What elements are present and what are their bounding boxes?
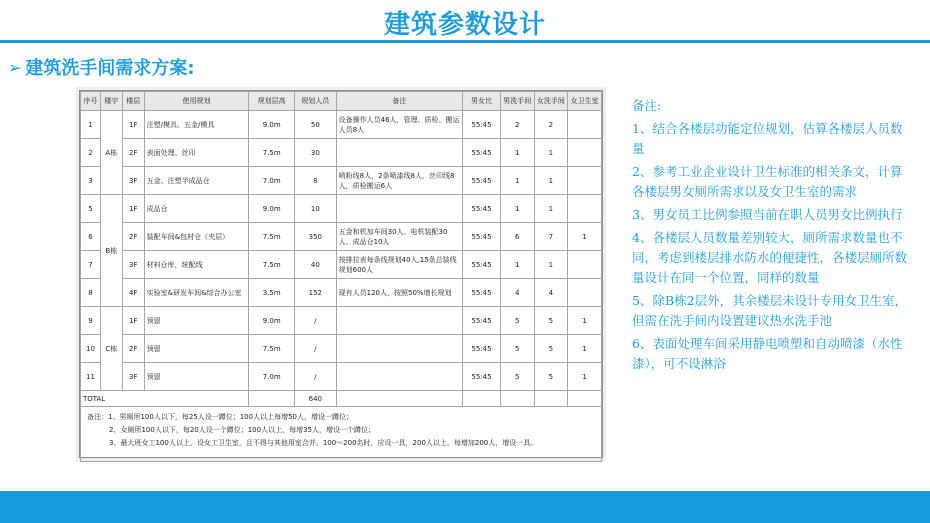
cell-male: 1 [500, 195, 534, 223]
cell-male: 1 [500, 167, 534, 195]
col-header: 男洗手间 [500, 92, 534, 111]
cell-empty [463, 391, 501, 407]
cell-height: 7.0m [249, 363, 295, 391]
cell-floor: 2F [122, 223, 144, 251]
cell-ratio: 55:45 [463, 279, 501, 307]
cell-height: 9.0m [249, 195, 295, 223]
section-heading-text: 建筑洗手间需求方案: [25, 58, 195, 79]
cell-building-a: A栋 [100, 111, 122, 195]
cell-floor: 3F [122, 167, 144, 195]
cell-sanitary [568, 279, 602, 307]
cell-remark [336, 139, 462, 167]
requirements-table [80, 91, 602, 462]
cell-ratio: 55:45 [463, 111, 501, 139]
cell-people: 152 [295, 279, 337, 307]
cell-remark [336, 335, 462, 363]
table-row [81, 139, 602, 167]
cell-no: 8 [81, 279, 101, 307]
title-rule [0, 40, 930, 43]
cell-remark: 现有人员120人，按照50%增长规划 [336, 279, 462, 307]
cell-sanitary [568, 167, 602, 195]
arrow-bullet-icon: ➢ [8, 57, 22, 77]
cell-height: 7.5m [249, 335, 295, 363]
cell-no: 9 [81, 307, 101, 335]
cell-female: 5 [534, 363, 568, 391]
table-notes-row [81, 407, 602, 462]
cell-remark [336, 195, 462, 223]
cell-male: 1 [500, 251, 534, 279]
cell-remark: 按排拉表每条线规划40人,15条总装线规划600人 [336, 251, 462, 279]
cell-sanitary: 1 [568, 363, 602, 391]
cell-floor: 4F [122, 279, 144, 307]
cell-female: 1 [534, 139, 568, 167]
cell-floor: 2F [122, 335, 144, 363]
cell-ratio: 55:45 [463, 223, 501, 251]
cell-remark [336, 363, 462, 391]
cell-empty [500, 391, 534, 407]
side-note-item: 2、参考工业企业设计卫生标准的相关条文，计算各楼层男女厕所需求以及女卫生室的需求 [632, 164, 903, 199]
side-note-item: 1、结合各楼层功能定位规划，估算各楼层人员数量 [632, 121, 903, 156]
cell-no: 10 [81, 335, 101, 363]
side-note-item: 3、男女员工比例参照当前在职人员男女比例执行 [632, 207, 903, 222]
table-note-line: 备注：1、男厕所100人以下，每25人设一蹲位；100人以上每增50人，增设一蹲位； [87, 413, 353, 421]
cell-use: 预留 [144, 363, 249, 391]
cell-ratio: 55:45 [463, 251, 501, 279]
table-row [81, 111, 602, 139]
cell-male: 4 [500, 279, 534, 307]
table-total-row [81, 391, 602, 407]
cell-height: 7.0m [249, 167, 295, 195]
cell-ratio: 55:45 [463, 335, 501, 363]
cell-female: 4 [534, 279, 568, 307]
section-heading [8, 54, 195, 80]
col-header: 规划层高 [249, 92, 295, 111]
table-note-line: 3、最大班女工100人以上，设女工卫生室，且不得与其他用室合并，100～200名时，应设一具，200人以上，每增加200人，增设一具。 [109, 439, 538, 447]
cell-people: / [295, 363, 337, 391]
cell-empty [534, 391, 568, 407]
cell-use: 五金、注塑半成品仓 [144, 167, 249, 195]
cell-sanitary [568, 139, 602, 167]
cell-female: 5 [534, 307, 568, 335]
table-header-row [81, 92, 602, 111]
cell-use: 成品仓 [144, 195, 249, 223]
cell-people: 40 [295, 251, 337, 279]
cell-male: 5 [500, 363, 534, 391]
cell-female: 1 [534, 195, 568, 223]
cell-floor: 3F [122, 251, 144, 279]
requirements-table-frame [79, 90, 603, 458]
table-row [81, 363, 602, 391]
cell-building-c: C栋 [100, 307, 122, 391]
col-header: 女洗手间 [534, 92, 568, 111]
cell-female: 7 [534, 223, 568, 251]
cell-sanitary: 1 [568, 335, 602, 363]
side-note-item: 5、除B栋2层外，其余楼层未设计专用女卫生室，但需在洗手间内设置建议热水洗手池 [632, 293, 908, 328]
cell-remark [336, 307, 462, 335]
cell-use: 注塑/模具、五金/模具 [144, 111, 249, 139]
cell-empty [336, 391, 462, 407]
cell-no: 2 [81, 139, 101, 167]
cell-height: 7.5m [249, 251, 295, 279]
cell-male: 6 [500, 223, 534, 251]
cell-no: 3 [81, 167, 101, 195]
cell-use: 实验室&研发车间&综合办公室 [144, 279, 249, 307]
col-header: 男女比 [463, 92, 501, 111]
col-header: 楼层 [122, 92, 144, 111]
table-note-line: 2、女厕所100人以下，每20人设一个蹲位；100人以上，每增35人，增设一个蹲位； [109, 426, 375, 434]
cell-ratio: 55:45 [463, 195, 501, 223]
cell-people: 10 [295, 195, 337, 223]
cell-empty [568, 391, 602, 407]
cell-people: 50 [295, 111, 337, 139]
cell-floor: 2F [122, 139, 144, 167]
cell-male: 2 [500, 111, 534, 139]
col-header: 备注 [336, 92, 462, 111]
cell-ratio: 55:45 [463, 139, 501, 167]
cell-remark: 五金和机加车间30人、电机装配30人、成品仓10人 [336, 223, 462, 251]
side-notes-panel [632, 96, 912, 377]
side-notes-heading: 备注: [632, 98, 662, 113]
col-header: 楼宇 [100, 92, 122, 111]
table-notes [81, 407, 602, 462]
cell-use: 预留 [144, 335, 249, 363]
cell-height: 7.5m [249, 139, 295, 167]
cell-floor: 1F [122, 195, 144, 223]
cell-use: 装配车间&包材仓（夹层） [144, 223, 249, 251]
cell-male: 5 [500, 307, 534, 335]
cell-people: 8 [295, 167, 337, 195]
cell-ratio: 55:45 [463, 167, 501, 195]
table-row [81, 251, 602, 279]
table-row [81, 167, 602, 195]
cell-female: 5 [534, 335, 568, 363]
table-row [81, 223, 602, 251]
cell-sanitary [568, 111, 602, 139]
cell-floor: 1F [122, 111, 144, 139]
table-row [81, 279, 602, 307]
col-header: 规划人员 [295, 92, 337, 111]
cell-sanitary [568, 251, 602, 279]
col-header: 女卫生室 [568, 92, 602, 111]
cell-floor: 3F [122, 363, 144, 391]
cell-use: 表面处理、丝印 [144, 139, 249, 167]
cell-sanitary: 1 [568, 307, 602, 335]
cell-female: 1 [534, 167, 568, 195]
cell-people: 30 [295, 139, 337, 167]
cell-height: 9.0m [249, 111, 295, 139]
col-header: 使用规划 [144, 92, 249, 111]
col-header: 序号 [81, 92, 101, 111]
cell-people: / [295, 335, 337, 363]
cell-height: 7.5m [249, 223, 295, 251]
cell-use: 材料仓库，统配线 [144, 251, 249, 279]
cell-total-label: TOTAL [81, 391, 249, 407]
side-note-item: 4、各楼层人员数量差别较大，厕所需求数量也不同，考虑到楼层排水防水的便捷性，各楼层厕所数量设计在同一个位置，同样的数量 [632, 230, 908, 285]
cell-use: 预留 [144, 307, 249, 335]
side-note-item: 6、表面处理车间采用静电喷塑和自动喷漆（水性漆），可不设淋浴 [632, 336, 903, 371]
cell-sanitary: 1 [568, 223, 602, 251]
cell-female: 2 [534, 111, 568, 139]
table-row [81, 195, 602, 223]
table-row [81, 307, 602, 335]
cell-sanitary [568, 195, 602, 223]
cell-remark: 设备操作人员46人，管理、质检、搬运人员8人 [336, 111, 462, 139]
cell-male: 1 [500, 139, 534, 167]
footer-band [0, 491, 930, 523]
cell-female: 1 [534, 251, 568, 279]
cell-no: 7 [81, 251, 101, 279]
cell-building-b: B栋 [100, 195, 122, 307]
cell-no: 6 [81, 223, 101, 251]
cell-no: 5 [81, 195, 101, 223]
cell-empty [249, 391, 295, 407]
cell-remark: 喷粉线8人，2条喷漆线8人，丝印线8人，质检搬运6人 [336, 167, 462, 195]
cell-total-people: 640 [295, 391, 337, 407]
cell-no: 1 [81, 111, 101, 139]
cell-ratio: 55:45 [463, 363, 501, 391]
cell-height: 9.0m [249, 307, 295, 335]
cell-male: 5 [500, 335, 534, 363]
cell-height: 3.5m [249, 279, 295, 307]
cell-no: 11 [81, 363, 101, 391]
cell-people: / [295, 307, 337, 335]
page-title: 建筑参数设计 [383, 10, 546, 40]
cell-people: 350 [295, 223, 337, 251]
table-row [81, 335, 602, 363]
cell-ratio: 55:45 [463, 307, 501, 335]
cell-floor: 1F [122, 307, 144, 335]
